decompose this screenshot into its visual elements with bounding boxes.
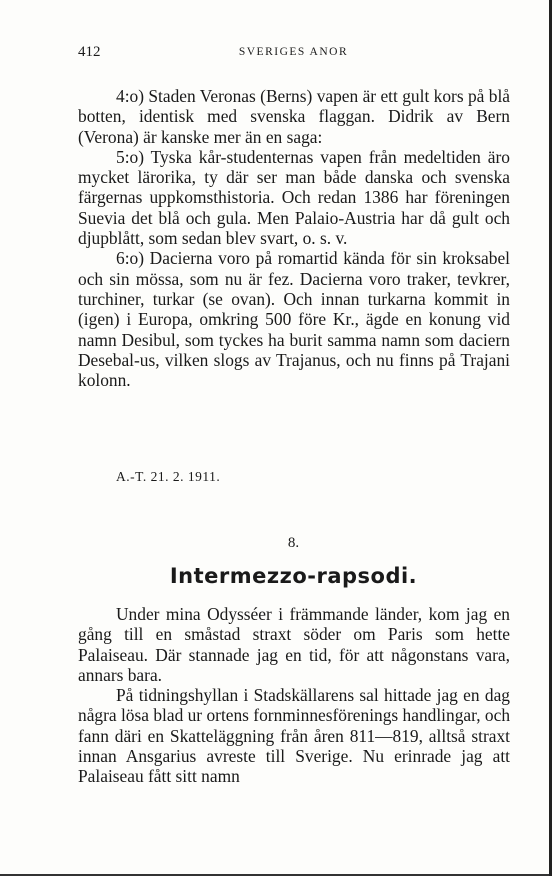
- paragraph-continued: På tidningshyllan i Stadskällarens sal hittade jag en dag några lösa blad ur ortens fornminnesförenings handlingar, och fann däri en Skatteläggning från åren 811—819, alltså straxt innan Ansgarius avreste till Sverige. Nu erinrade jag att Palaiseau fått sitt namn: [78, 685, 511, 787]
- signature-date: A.-T. 21. 2. 1911.: [116, 469, 221, 484]
- paragraph-item-4: 4:o) Staden Veronas (Berns) vapen är ett gult kors på blå botten, identisk med svenska flaggan. Didrik av Bern (Verona) är kanske mer än en saga:: [78, 86, 510, 147]
- page-number: 412: [78, 44, 101, 60]
- body-text-bottom: [78, 604, 510, 787]
- paragraph-item-5: 5:o) Tyska kår-studenternas vapen från medeltiden äro mycket lärorika, ty där ser man både danska och svenska färgernas uppkomsthistoria. Och redan 1386 har föreningen Suevia det blå och gula. Men Palaio-Austria har då gult och djupblått, som sedan blev svart, o. s. v.: [78, 146, 510, 249]
- paragraph-intro: Under mina Odysséer i främmande länder, kom jag en gång till en småstad straxt söder om Paris som hette Palaiseau. Där stannade jag en tid, för att någonstans vara, annars bara.: [78, 604, 510, 685]
- page-header: [78, 44, 509, 64]
- paragraph-item-6: 6:o) Dacierna voro på romartid kända för sin kroksabel och sin mössa, som nu är fez. Dacierna voro traker, tevkrer, turchiner, turkar (se ovan). Och innan turkarna kommit in (igen) i Europa, omkring 500 före Kr., ägde en konung vid namn Desibul, som tyckes ha burit samma namn som daciern Desebal-us, vilken slogs av Trajanus, och nu finns på Trajani kolonn.: [78, 248, 510, 391]
- body-text-top: [78, 86, 510, 390]
- chapter-title: Intermezzo-rapsodi.: [169, 564, 418, 588]
- section-number: 8.: [287, 535, 300, 551]
- running-head: SVERIGES ANOR: [238, 46, 349, 58]
